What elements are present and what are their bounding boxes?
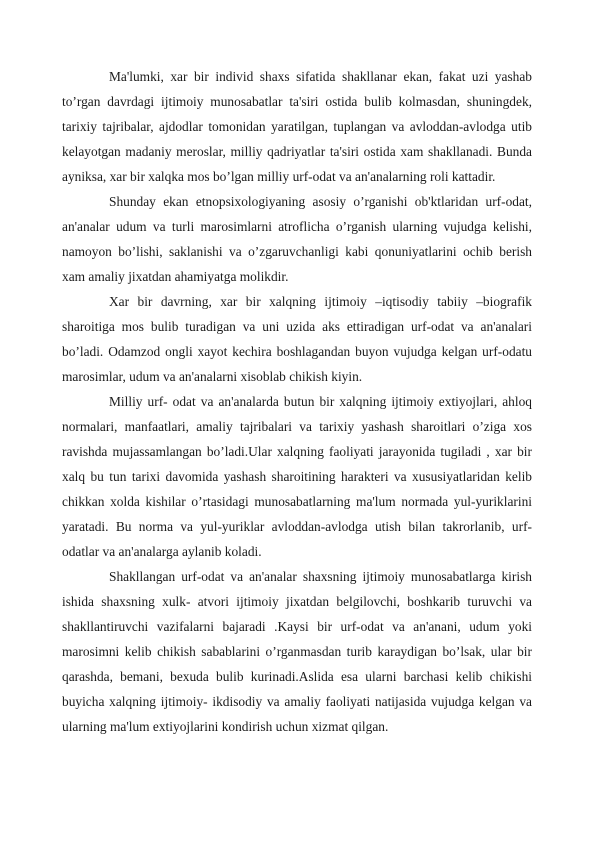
paragraph-2: Shunday ekan etnopsixologiyaning asosiy o’rganishi ob'ktlaridan urf-odat, an'analar udum va turli marosimlarni atroflicha o’rganish ularning vujudga kelishi, namoyon bo’lishi, saklanishi va o’zgaruvchanligi kabi qonuniyatlarini ochib berish xam amaliy jixatdan ahamiyatga molikdir. <box>62 194 532 284</box>
paragraph-1: Ma'lumki, xar bir individ shaxs sifatida shakllanar ekan, fakat uzi yashab to’rgan davrdagi ijtimoiy munosabatlar ta'siri ostida bulib kolmasdan, shuningdek, tarixiy tajribalar, ajdodlar tomonidan yaratilgan, tuplangan va avloddan-avlodga utib kelayotgan madaniy meroslar, milliy qadriyatlar ta'siri ostida xam shakllanadi. Bunda ayniksa, xar bir xalqka mos bo’lgan milliy urf-odat va an'analarning roli kattadir. <box>62 69 532 184</box>
paragraph-5: Shakllangan urf-odat va an'analar shaxsning ijtimoiy munosabatlarga kirish ishida shaxsning xulk- atvori ijtimoiy jixatdan belgilovchi, boshkarib turuvchi va shakllantiruvchi vazifalarni bajaradi .Kaysi bir urf-odat va an'anani, udum yoki marosimni kelib chikish sabablarini o’rganmasdan turib karaydigan bo’lsak, ular bir qarashda, bemani, bexuda bulib kurinadi.Aslida esa ularni barchasi kelib chikishi buyicha xalqning ijtimoiy- ikdisodiy va amaliy faoliyati natijasida vujudga kelgan va ularning ma'lum extiyojlarini kondirish uchun xizmat qilgan. <box>62 569 532 734</box>
document-page <box>62 64 532 739</box>
paragraph-3: Xar bir davrning, xar bir xalqning ijtimoiy –iqtisodiy tabiiy –biografik sharoitiga mos bulib turadigan va uni uzida aks ettiradigan urf-odat va an'analari bo’ladi. Odamzod ongli xayot kechira boshlagandan buyon vujudga kelgan urf-odatu marosimlar, udum va an'analarni xisoblab chikish kiyin. <box>62 294 532 384</box>
paragraph-4: Milliy urf- odat va an'analarda butun bir xalqning ijtimoiy extiyojlari, ahloq normalari, manfaatlari, amaliy tajribalari va tarixiy yashash sharoitlari o’ziga xos ravishda mujassamlangan bo’ladi.Ular xalqning faoliyati jarayonida tugiladi , xar bir xalq bu tun tarixi davomida yashash sharoitining harakteri va xususiyatlaridan kelib chikkan xolda kishilar o’rtasidagi munosabatlarning ma'lum normada yul-yuriklarini yaratadi. Bu norma va yul-yuriklar avloddan-avlodga utish bilan takrorlanib, urf-odatlar va an'analarga aylanib koladi. <box>62 394 532 559</box>
